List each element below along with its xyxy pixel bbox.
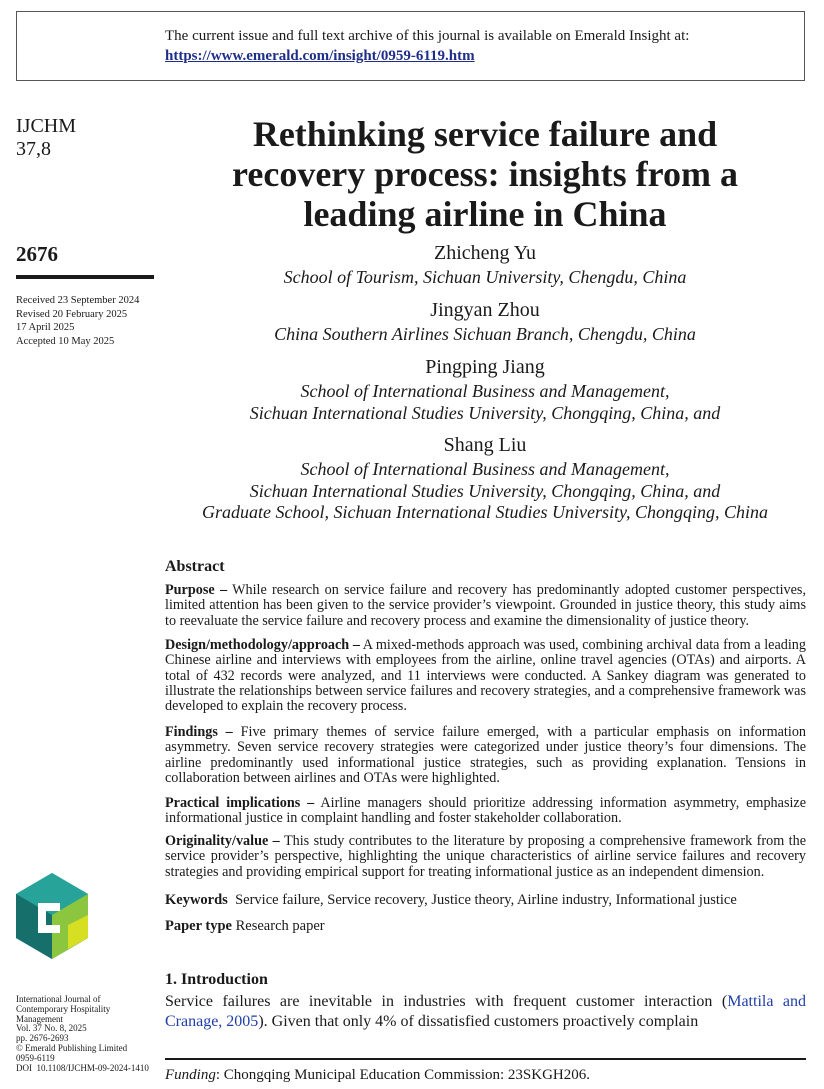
- publication-info: [16, 995, 149, 1073]
- author-affiliation: [170, 267, 800, 289]
- funding-label: Funding: [165, 1067, 216, 1083]
- date-line: Revised 20 February 2025: [16, 308, 128, 320]
- funding-text: : Chongqing Municipal Education Commission: 23SKGH206.: [215, 1067, 591, 1083]
- author-name: Zhicheng Yu: [433, 242, 536, 264]
- findings-text: Five primary themes of service failure emerged, with a particular emphasis on information asymmetry. Seven service recovery strategies were categorized under justice theory’s four dimensions. The airline predominantly used informational justice strategies, such as providing explanation. Tensions in collaboration between airlines and OTAs were highlighted.: [165, 724, 807, 786]
- pubinfo-line: © Emerald Publishing Limited: [16, 1042, 128, 1053]
- abstract-design: [165, 638, 806, 714]
- banner-text: The current issue and full text archive of this journal is available on Emerald Insight at:: [165, 28, 690, 44]
- journal-abbrev: [16, 115, 76, 161]
- sidebar-rule: [16, 275, 154, 279]
- author-name: Pingping Jiang: [425, 356, 545, 378]
- journal-url-link[interactable]: https://www.emerald.com/insight/0959-6119.htm: [165, 48, 475, 64]
- findings-label: Findings –: [165, 724, 233, 740]
- affil-line: School of International Business and Management,: [300, 459, 670, 479]
- keywords: [165, 892, 737, 909]
- abstract-findings: [165, 725, 806, 786]
- originality-text: This study contributes to the literature by proposing a comprehensive framework from the service provider’s perspective, highlighting the unique characteristics of airline service failures and recovery strategies and providing empirical support for treating informational justice as an independent dimension.: [165, 833, 806, 880]
- introduction-heading: 1. Introduction: [165, 971, 268, 988]
- author-name: Shang Liu: [443, 434, 527, 456]
- doi-line: [16, 1064, 149, 1074]
- pubinfo-line: International Journal of: [16, 994, 101, 1004]
- practical-label: Practical implications –: [165, 795, 315, 811]
- date-line: Received 23 September 2024: [16, 295, 140, 306]
- journal-volume: 37,8: [16, 138, 51, 160]
- date-line: Accepted 10 May 2025: [16, 336, 115, 348]
- title-line: recovery process: insights from a: [232, 154, 738, 194]
- affil-line: China Southern Airlines Sichuan Branch, Chengdu, China: [274, 324, 696, 344]
- design-text: A mixed-methods approach was used, combining archival data from a leading Chinese airline and interviews with employees from the airline, online travel agencies (OTAs) and airports. A total of 432 records were analyzed, and 11 interviews were conducted. A Sankey diagram was generated to illustrate the relationships between service failures and recovery strategies, and a comprehensive framework was developed to explain the recovery process.: [165, 637, 806, 715]
- abstract-originality: [165, 834, 806, 880]
- affil-line: School of International Business and Management,: [300, 381, 670, 401]
- abstract-purpose: [165, 583, 806, 629]
- doi-link[interactable]: 10.1108/IJCHM-09-2024-1410: [36, 1062, 149, 1073]
- footnote-rule: [165, 1058, 806, 1060]
- article-title: [170, 114, 800, 234]
- pubinfo-line: 0959-6119: [16, 1052, 55, 1063]
- pubinfo-line: Management: [16, 1013, 63, 1024]
- emerald-logo-icon: [16, 873, 88, 959]
- author-name: Jingyan Zhou: [430, 299, 540, 321]
- title-line: Rethinking service failure and: [252, 114, 718, 154]
- keywords-label: Keywords: [165, 892, 228, 908]
- affil-line: Graduate School, Sichuan International Studies University, Chongqing, China: [202, 502, 768, 522]
- author-affiliation: [170, 324, 800, 346]
- purpose-text: While research on service failure and recovery has predominantly adopted customer perspectives, limited attention has been given to the service provider’s viewpoint. Grounded in justice theory, this study aims to reevaluate the service failure and recovery process and examine the dimensionality of justice theory.: [165, 582, 806, 629]
- intro-text-end: ). Given that only 4% of dissatisfied customers proactively complain: [258, 1013, 699, 1030]
- author-affiliation: [170, 459, 800, 524]
- originality-label: Originality/value –: [165, 833, 280, 849]
- received-dates: [16, 294, 139, 349]
- affil-line: Sichuan International Studies University, Chongqing, China, and: [249, 480, 721, 501]
- introduction-text: [165, 992, 806, 1032]
- keywords-text: Service failure, Service recovery, Justice theory, Airline industry, Informational justice: [235, 892, 737, 908]
- journal-name: IJCHM: [16, 115, 77, 137]
- date-line: 17 April 2025: [16, 322, 75, 334]
- journal-banner: [16, 11, 805, 81]
- abstract-practical: [165, 796, 806, 827]
- pubinfo-line: Vol. 37 No. 8, 2025: [16, 1023, 87, 1034]
- author-affiliation: [170, 381, 800, 424]
- page-number: 2676: [16, 242, 58, 266]
- title-line: leading airline in China: [303, 194, 667, 234]
- papertype-label: Paper type: [165, 918, 232, 934]
- citation-link[interactable]: Mattila and Cranage, 2005: [165, 993, 807, 1030]
- paper-type: [165, 918, 325, 935]
- design-label: Design/methodology/approach –: [165, 637, 360, 653]
- funding-note: [165, 1067, 590, 1084]
- purpose-label: Purpose –: [165, 582, 228, 598]
- pubinfo-line: pp. 2676-2693: [16, 1033, 69, 1044]
- affil-line: School of Tourism, Sichuan University, Chengdu, China: [283, 267, 687, 287]
- abstract-heading: Abstract: [165, 558, 225, 575]
- intro-text-start: Service failures are inevitable in industries with frequent customer interaction (: [165, 993, 728, 1010]
- pubinfo-line: Contemporary Hospitality: [16, 1003, 111, 1014]
- affil-line: Sichuan International Studies University, Chongqing, China, and: [249, 402, 721, 423]
- doi-label: DOI: [16, 1062, 32, 1073]
- papertype-text: Research paper: [235, 918, 325, 934]
- practical-text: Airline managers should prioritize addressing information asymmetry, emphasize informational justice in complaint handling and foster stakeholder collaboration.: [165, 795, 807, 827]
